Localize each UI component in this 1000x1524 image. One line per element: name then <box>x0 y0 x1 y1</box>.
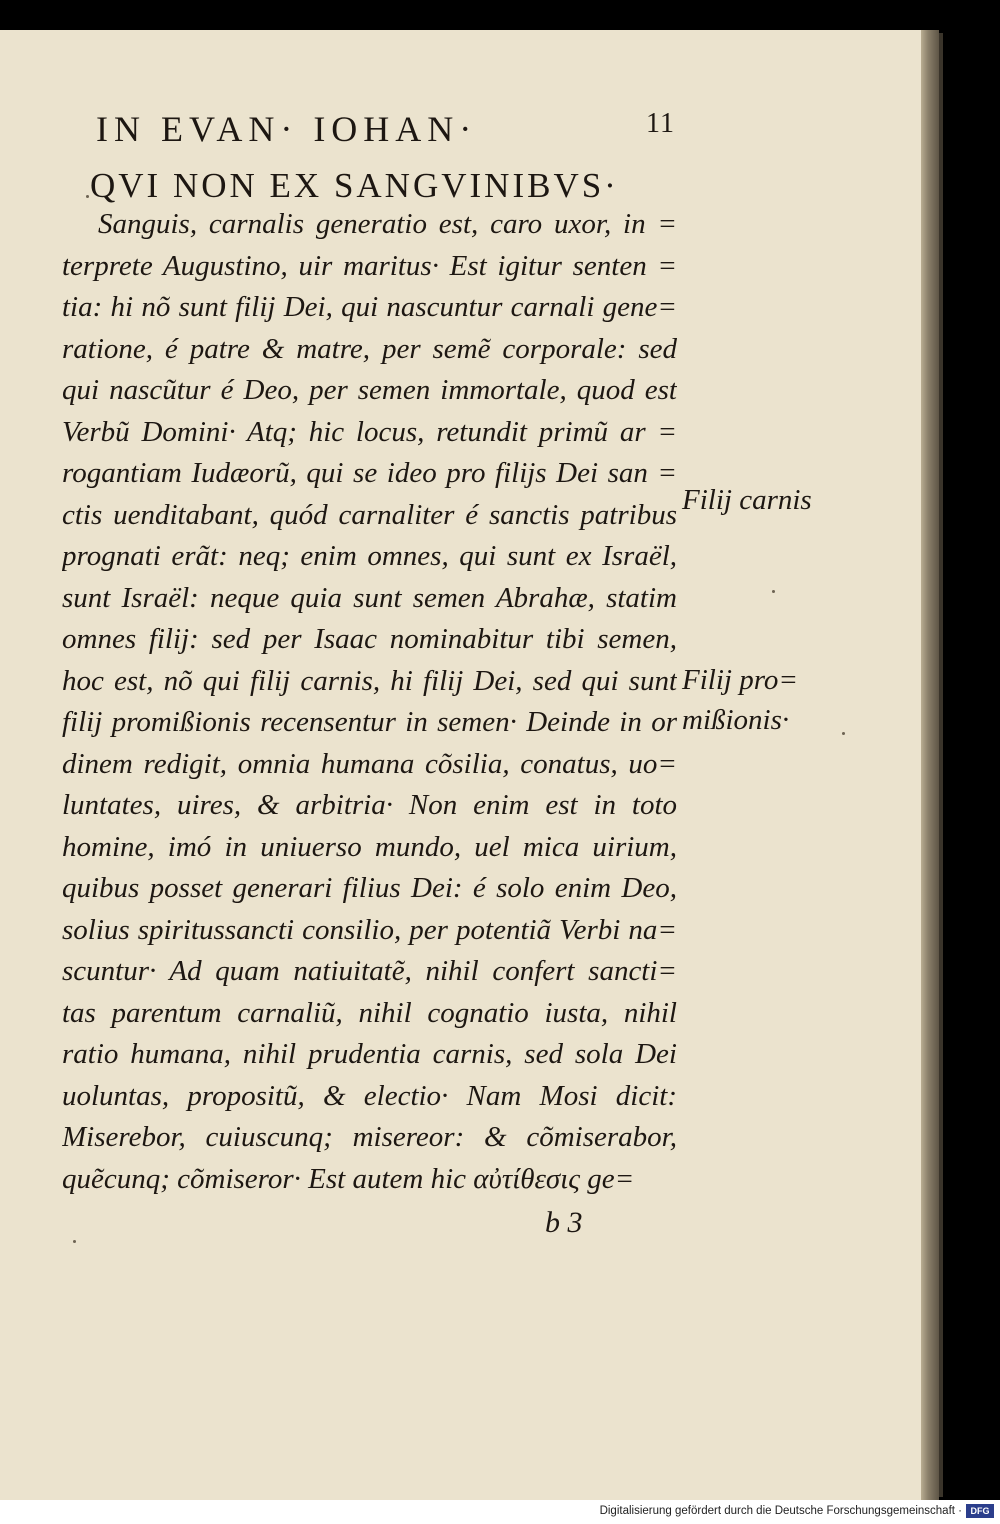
page-edge-shadow <box>921 30 939 1500</box>
paper-speck <box>772 590 775 593</box>
dfg-logo: DFG <box>966 1504 994 1518</box>
text-line: omnes filij: sed per Isaac nominabitur tibi semen, <box>62 623 677 655</box>
text-line: filij promißionis recensentur in semen· Deinde in or <box>62 706 677 738</box>
funding-credit: Digitalisierung gefördert durch die Deutsche Forschungsgemeinschaft · <box>599 1505 962 1517</box>
text-line: rogantiam Iudæorũ, qui se ideo pro filijs Dei san = <box>62 457 677 489</box>
text-line: tas parentum carnaliũ, nihil cognatio iusta, nihil <box>62 996 677 1029</box>
text-line: Sanguis, carnalis generatio est, caro uxor, in = <box>98 208 677 240</box>
text-line: qui nascũtur é Deo, per semen immortale, quod est <box>62 374 677 406</box>
text-line: Miserebor, cuiuscunq; misereor: & cõmiserabor, <box>62 1121 677 1153</box>
text-line: tia: hi nõ sunt filij Dei, qui nascuntur carnali gene= <box>62 291 677 323</box>
text-line: quibus posset generari filius Dei: é solo enim Deo, <box>62 872 677 904</box>
text-line: scuntur· Ad quam natiuitatẽ, nihil confert sancti= <box>62 955 677 987</box>
text-line: ratione, é patre & matre, per semẽ corporale: sed <box>62 332 677 365</box>
margin-note: Filij carnis <box>682 484 812 516</box>
page-edge-dark <box>939 33 943 1497</box>
signature-mark: b 3 <box>545 1206 583 1239</box>
text-line: ctis uenditabant, quód carnaliter é sanctis patribus <box>62 498 677 531</box>
text-line: luntates, uires, & arbitria· Non enim est in toto <box>62 789 677 821</box>
text-line: solius spiritussancti consilio, per potentiã Verbi na= <box>62 913 677 946</box>
text-line: uoluntas, propositũ, & electio· Nam Mosi dicit: <box>62 1079 677 1112</box>
text-line: Verbũ Domini· Atq; hic locus, retundit primũ ar = <box>62 415 677 448</box>
folio-number: 11 <box>646 108 675 139</box>
margin-note: Filij pro= <box>682 664 798 696</box>
text-line: dinem redigit, omnia humana cõsilia, conatus, uo= <box>62 747 677 780</box>
body-text <box>62 204 677 1200</box>
text-line: sunt Israël: neque quia sunt semen Abrahæ, statim <box>62 581 677 614</box>
text-line: ratio humana, nihil prudentia carnis, sed sola Dei <box>62 1038 677 1070</box>
running-title: IN EVAN· IOHAN· <box>96 109 478 149</box>
footer-bar <box>0 1500 1000 1524</box>
text-line: hoc est, nõ qui filij carnis, hi filij Dei, sed qui sunt <box>62 664 677 697</box>
text-line: prognati erãt: neq; enim omnes, qui sunt ex Israël, <box>62 540 677 572</box>
paper-speck <box>73 1240 76 1243</box>
section-heading: QVI NON EX SANGVINIBVS· <box>90 166 619 205</box>
text-line: quẽcunq; cõmiseror· Est autem hic αὐτίθεσις ge= <box>62 1162 635 1195</box>
text-line: terprete Augustino, uir maritus· Est igitur senten = <box>62 249 677 282</box>
text-line: homine, imó in uniuerso mundo, uel mica uirium, <box>62 830 677 863</box>
margin-note: mißionis· <box>682 704 790 736</box>
paper-speck <box>86 195 89 198</box>
running-header <box>96 108 686 158</box>
paper-speck <box>842 732 845 735</box>
